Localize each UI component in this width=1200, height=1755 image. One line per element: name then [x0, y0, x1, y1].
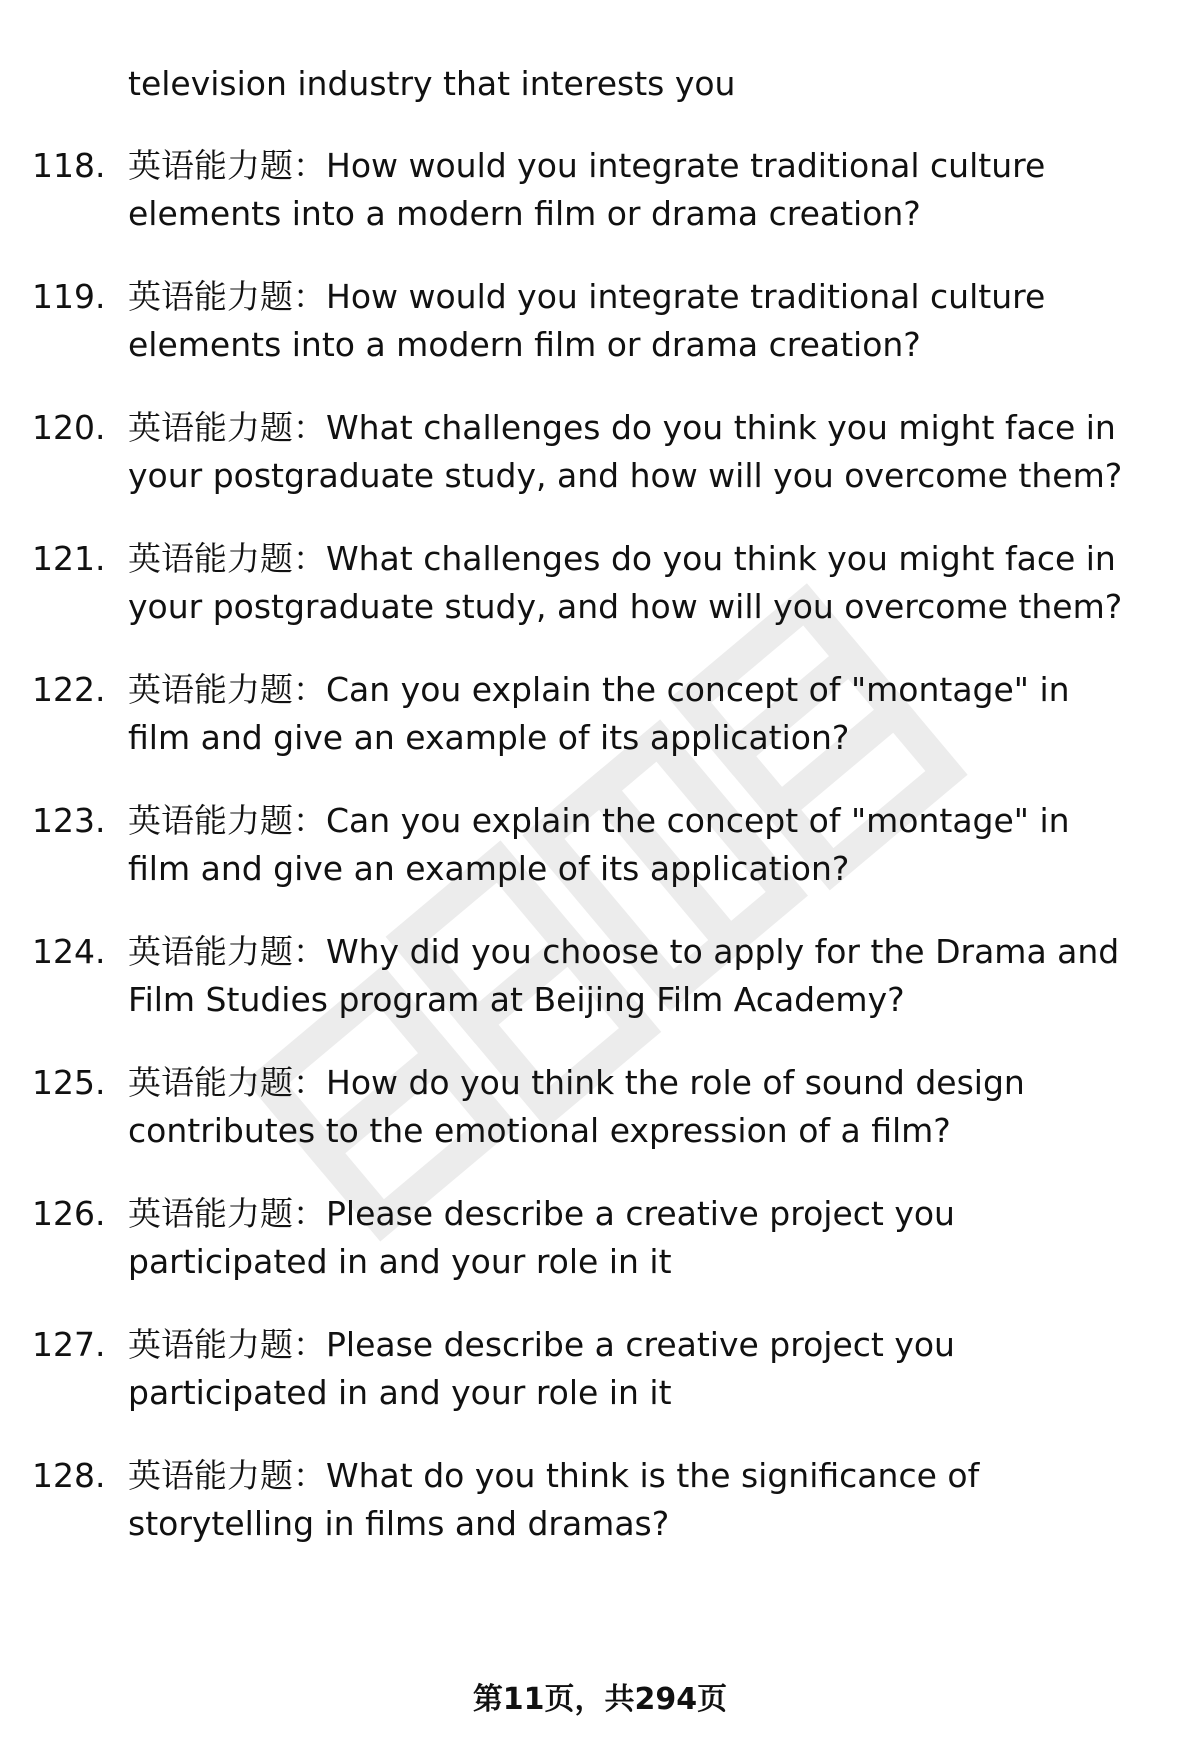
- question-item: [0, 142, 1200, 238]
- question-body: [128, 797, 1138, 893]
- question-item: [0, 1190, 1200, 1286]
- question-item: [0, 797, 1200, 893]
- question-category-label: 英语能力题：: [128, 1456, 326, 1495]
- question-body: [128, 1190, 1138, 1286]
- question-number: 118.: [32, 146, 106, 185]
- question-text: What challenges do you think you might face in your postgraduate study, and how will you overcome them?: [128, 408, 1123, 495]
- question-body: [128, 535, 1138, 631]
- question-item: [0, 1321, 1200, 1417]
- question-text: Please describe a creative project you participated in and your role in it: [128, 1194, 955, 1281]
- question-text: Can you explain the concept of "montage" in film and give an example of its application?: [128, 670, 1070, 757]
- question-body: [128, 404, 1138, 500]
- question-text: What do you think is the significance of storytelling in films and dramas?: [128, 1456, 980, 1543]
- question-category-label: 英语能力题：: [128, 539, 326, 578]
- question-category-label: 英语能力题：: [128, 670, 326, 709]
- question-list: [0, 142, 1200, 1583]
- question-body: [128, 1321, 1138, 1417]
- question-body: [128, 142, 1138, 238]
- question-category-label: 英语能力题：: [128, 277, 326, 316]
- question-text: Why did you choose to apply for the Drama and Film Studies program at Beijing Film Academy?: [128, 932, 1120, 1019]
- question-number: 122.: [32, 670, 106, 709]
- question-number: 125.: [32, 1063, 106, 1102]
- question-text: How would you integrate traditional culture elements into a modern film or drama creation?: [128, 146, 1046, 233]
- question-item: [0, 928, 1200, 1024]
- question-text: Can you explain the concept of "montage" in film and give an example of its application?: [128, 801, 1070, 888]
- question-category-label: 英语能力题：: [128, 146, 326, 185]
- question-category-label: 英语能力题：: [128, 408, 326, 447]
- question-number: 128.: [32, 1456, 106, 1495]
- question-category-label: 英语能力题：: [128, 801, 326, 840]
- question-category-label: 英语能力题：: [128, 1063, 326, 1102]
- question-number: 123.: [32, 801, 106, 840]
- question-body: [128, 666, 1138, 762]
- question-text: What challenges do you think you might face in your postgraduate study, and how will you overcome them?: [128, 539, 1123, 626]
- question-number: 121.: [32, 539, 106, 578]
- question-text: Please describe a creative project you participated in and your role in it: [128, 1325, 955, 1412]
- question-item: [0, 666, 1200, 762]
- page-indicator: 第11页，共294页: [472, 1682, 728, 1717]
- question-item: [0, 1059, 1200, 1155]
- question-text: How do you think the role of sound design contributes to the emotional expression of a film?: [128, 1063, 1025, 1150]
- question-category-label: 英语能力题：: [128, 1325, 326, 1364]
- question-category-label: 英语能力题：: [128, 932, 326, 971]
- question-number: 126.: [32, 1194, 106, 1233]
- continued-question-text: television industry that interests you: [128, 64, 736, 103]
- question-item: [0, 535, 1200, 631]
- question-body: [128, 1452, 1138, 1548]
- question-number: 119.: [32, 277, 106, 316]
- question-number: 127.: [32, 1325, 106, 1364]
- question-body: [128, 273, 1138, 369]
- question-number: 120.: [32, 408, 106, 447]
- question-text: How would you integrate traditional culture elements into a modern film or drama creation?: [128, 277, 1046, 364]
- question-item: [0, 404, 1200, 500]
- question-category-label: 英语能力题：: [128, 1194, 326, 1233]
- question-item: [0, 273, 1200, 369]
- question-body: [128, 1059, 1138, 1155]
- question-body: [128, 928, 1138, 1024]
- question-number: 124.: [32, 932, 106, 971]
- question-item: [0, 1452, 1200, 1548]
